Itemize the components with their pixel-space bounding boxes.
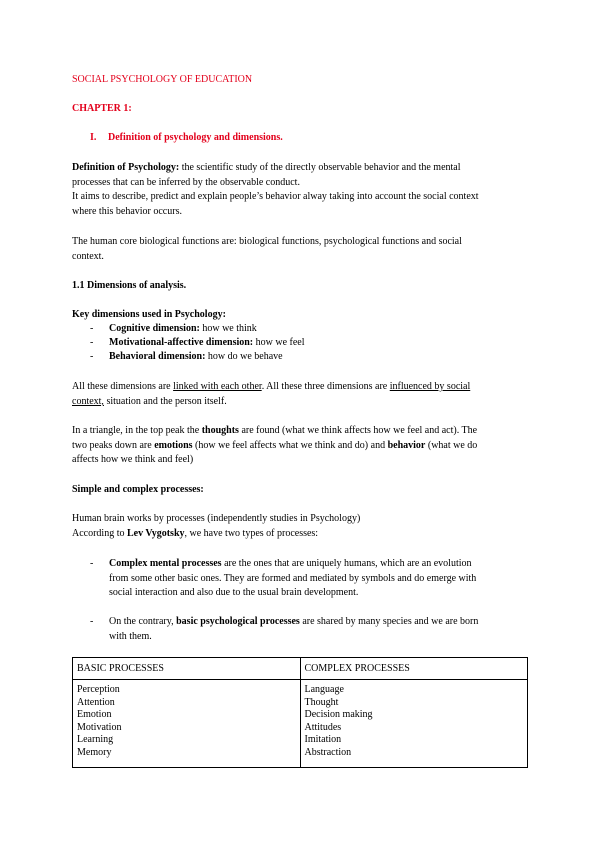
underlined-influenced: influenced by social bbox=[389, 381, 471, 392]
list-item: Abstraction bbox=[304, 746, 352, 758]
subsection-heading: 1.1 Dimensions of analysis. bbox=[72, 280, 187, 291]
text-run: are the ones that are uniquely humans, which are an evolution bbox=[221, 558, 472, 569]
complex-line-1 bbox=[109, 557, 472, 570]
text-run: two peaks down are bbox=[72, 440, 155, 451]
table-row bbox=[73, 680, 528, 768]
bullet-dash: - bbox=[90, 616, 94, 627]
key-dimensions-heading: Key dimensions used in Psychology: bbox=[72, 309, 226, 320]
text-run: All these dimensions are bbox=[72, 381, 174, 392]
basic-line-2: with them. bbox=[109, 631, 152, 642]
text-run: In a triangle, in the top peak the bbox=[72, 425, 202, 436]
list-item: Learning bbox=[77, 734, 114, 746]
bullet-dash: - bbox=[90, 558, 94, 569]
aim-line-2: where this behavior occurs. bbox=[72, 206, 182, 217]
processes-heading: Simple and complex processes: bbox=[72, 484, 204, 495]
processes-table bbox=[72, 657, 528, 768]
list-item: Attitudes bbox=[304, 721, 342, 733]
text-run: situation and the person itself. bbox=[103, 396, 227, 407]
list-item: Decision making bbox=[304, 709, 373, 721]
triangle-line-1 bbox=[72, 424, 477, 437]
underlined-linked: linked with each other bbox=[173, 381, 262, 392]
core-functions-line-1: The human core biological functions are: biological functions, psychological functions and social bbox=[72, 236, 462, 247]
text-run: are shared by many species and we are born bbox=[299, 616, 479, 627]
dimension-item-cognitive bbox=[109, 322, 257, 335]
document-title: SOCIAL PSYCHOLOGY OF EDUCATION bbox=[72, 74, 253, 85]
text-run: are found (what we think affects how we feel and act). The bbox=[238, 425, 478, 436]
header-basic: BASIC PROCESSES bbox=[73, 658, 301, 680]
linked-paragraph-line-1 bbox=[72, 380, 470, 393]
bold-emotions: emotions bbox=[154, 440, 193, 451]
bold-behavior: behavior bbox=[387, 440, 426, 451]
basic-line-1 bbox=[109, 615, 478, 628]
list-item: Thought bbox=[304, 696, 339, 708]
bold-basic-processes: basic psychological processes bbox=[176, 616, 300, 627]
dimension-text: how do we behave bbox=[205, 351, 283, 362]
text-run: (what we do bbox=[425, 440, 478, 451]
triangle-line-2 bbox=[72, 439, 477, 452]
basic-column bbox=[73, 680, 301, 768]
triangle-line-3: affects how we think and feel) bbox=[72, 454, 194, 465]
complex-column bbox=[300, 680, 528, 768]
dimension-item-behavioral bbox=[109, 350, 283, 363]
vygotsky-line bbox=[72, 527, 318, 540]
dimension-text: how we feel bbox=[253, 337, 305, 348]
list-item: Imitation bbox=[304, 734, 342, 746]
definition-label: Definition of Psychology: bbox=[72, 162, 180, 173]
definition-line-1 bbox=[72, 161, 461, 174]
text-run: On the contrary, bbox=[109, 616, 177, 627]
dimension-label: Behavioral dimension: bbox=[109, 351, 206, 362]
definition-line-2: processes that can be inferred by the observable conduct. bbox=[72, 177, 300, 188]
brain-line: Human brain works by processes (independently studies in Psychology) bbox=[72, 513, 361, 524]
list-item: Memory bbox=[77, 746, 112, 758]
list-item: Language bbox=[304, 684, 344, 695]
dimension-label: Motivational-affective dimension: bbox=[109, 337, 254, 348]
definition-text: the scientific study of the directly observable behavior and the mental bbox=[179, 162, 461, 173]
aim-line-1: It aims to describe, predict and explain people’s behavior alway taking into account the social context bbox=[72, 191, 479, 202]
bold-vygotsky: Lev Vygotsky bbox=[127, 528, 185, 539]
complex-line-3: social interaction and also due to the usual brain development. bbox=[109, 587, 359, 598]
core-functions-line-2: context. bbox=[72, 251, 104, 262]
text-run: . All these three dimensions are bbox=[261, 381, 390, 392]
list-item: Emotion bbox=[77, 709, 112, 721]
list-item: Attention bbox=[77, 696, 115, 708]
bullet-dash: - bbox=[90, 337, 94, 348]
header-complex: COMPLEX PROCESSES bbox=[300, 658, 528, 680]
bold-thoughts: thoughts bbox=[201, 425, 239, 436]
text-run: , we have two types of processes: bbox=[184, 528, 319, 539]
list-item: Motivation bbox=[77, 721, 122, 733]
list-item: Perception bbox=[77, 684, 120, 695]
text-run: (how we feel affects what we think and do) and bbox=[192, 440, 388, 451]
section-number: I. bbox=[90, 132, 97, 143]
dimension-label: Cognitive dimension: bbox=[109, 323, 200, 334]
bullet-dash: - bbox=[90, 323, 94, 334]
bullet-dash: - bbox=[90, 351, 94, 362]
dimension-text: how we think bbox=[199, 323, 257, 334]
text-run: According to bbox=[72, 528, 127, 539]
dimension-item-motivational bbox=[109, 336, 305, 349]
section-title: Definition of psychology and dimensions. bbox=[108, 132, 283, 143]
complex-line-2: from some other basic ones. They are formed and mediated by symbols and do emerge with bbox=[109, 573, 477, 584]
linked-paragraph-line-2 bbox=[72, 395, 227, 408]
bold-complex-processes: Complex mental processes bbox=[109, 558, 222, 569]
underlined-context: context, bbox=[72, 396, 104, 407]
table-header-row bbox=[73, 658, 528, 680]
chapter-heading: CHAPTER 1: bbox=[72, 103, 132, 114]
